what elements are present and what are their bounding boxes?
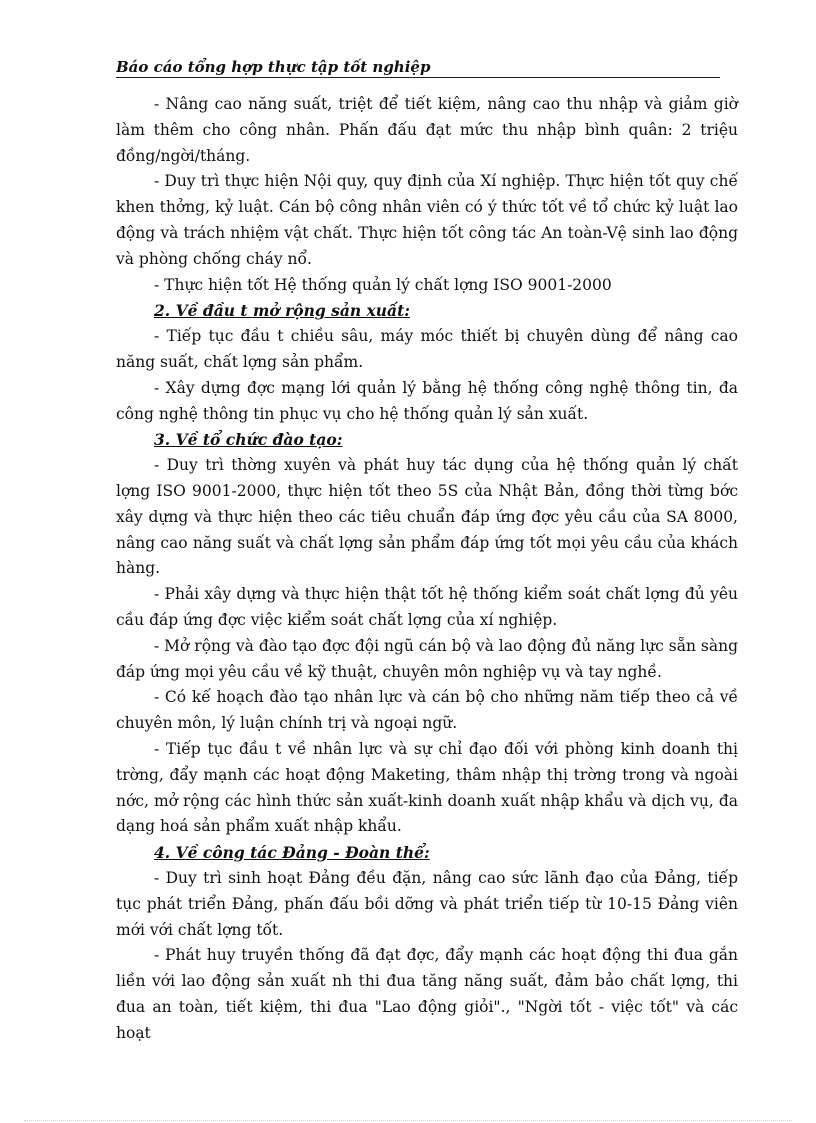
section-heading: 2. Về đầu t mở rộng sản xuất: [154, 301, 410, 321]
paragraph: - Duy trì thờng xuyên và phát huy tác dụng của hệ thống quản lý chất lợng ISO 9001-2000, thực hiện tốt theo 5S của Nhật Bản, đồng thời từng bớc xây dựng và thực hiện theo các tiêu chuẩn đáp ứng đợc yêu cầu của SA 8000, nâng cao năng suất và chất lợng sản phẩm đáp ứng tốt mọi yêu cầu của khách hàng. [116, 456, 738, 578]
paragraph: - Tiếp tục đầu t chiều sâu, máy móc thiết bị chuyên dùng để nâng cao năng suất, chất lợng sản phẩm. [116, 327, 738, 371]
document-body [116, 92, 738, 1046]
paragraph: - Xây dựng đợc mạng lới quản lý bằng hệ thống công nghệ thông tin, đa công nghệ thông tin phục vụ cho hệ thống quản lý sản xuất. [116, 378, 738, 423]
paragraph: - Có kế hoạch đào tạo nhân lực và cán bộ cho những năm tiếp theo cả về chuyên môn, lý luận chính trị và ngoại ngữ. [116, 688, 738, 733]
paragraph: - Mở rộng và đào tạo đợc đội ngũ cán bộ và lao động đủ năng lực sẵn sàng đáp ứng mọi yêu cầu về kỹ thuật, chuyên môn nghiệp vụ và tay nghề. [116, 636, 738, 681]
paragraph: - Duy trì thực hiện Nội quy, quy định của Xí nghiệp. Thực hiện tốt quy chế khen thởng, kỷ luật. Cán bộ công nhân viên có ý thức tốt về tổ chức kỷ luật lao động và trách nhiệm vật chất. Thực hiện tốt công tác An toàn-Vệ sinh lao động và phòng chống cháy nổ. [116, 172, 738, 268]
page-bottom-divider [24, 1120, 792, 1121]
paragraph: - Tiếp tục đầu t về nhân lực và sự chỉ đạo đối với phòng kinh doanh thị trờng, đẩy mạnh các hoạt động Maketing, thâm nhập thị trờng trong và ngoài nớc, mở rộng các hình thức sản xuất-kinh doanh xuất nhập khẩu và dịch vụ, đa dạng hoá sản phẩm xuất nhập khẩu. [116, 739, 738, 836]
page-header: Báo cáo tổng hợp thực tập tốt nghiệp [116, 57, 720, 78]
section-heading: 4. Về công tác Đảng - Đoàn thể: [154, 843, 430, 863]
paragraph: - Nâng cao năng suất, triệt để tiết kiệm, nâng cao thu nhập và giảm giờ làm thêm cho công nhân. Phấn đấu đạt mức thu nhập bình quân: 2 triệu đồng/ngời/tháng. [116, 95, 738, 165]
paragraph: - Phải xây dựng và thực hiện thật tốt hệ thống kiểm soát chất lợng đủ yêu cầu đáp ứng đợc việc kiểm soát chất lợng của xí nghiệp. [116, 585, 738, 629]
paragraph: - Duy trì sinh hoạt Đảng đều đặn, nâng cao sức lãnh đạo của Đảng, tiếp tục phát triển Đảng, phấn đấu bồi dỡng và phát triển tiếp từ 10-15 Đảng viên mới với chất lợng tốt. [116, 868, 738, 939]
section-heading: 3. Về tổ chức đào tạo: [154, 430, 343, 450]
paragraph: - Phát huy truyền thống đã đạt đợc, đẩy mạnh các hoạt động thi đua gắn liền với lao động sản xuất nh thi đua tăng năng suất, đảm bảo chất lợng, thi đua an toàn, tiết kiệm, thi đua "Lao động giỏi"., "Ngời tốt - việc tốt" và các hoạt [116, 946, 738, 1042]
paragraph: - Thực hiện tốt Hệ thống quản lý chất lợng ISO 9001-2000 [154, 275, 612, 294]
